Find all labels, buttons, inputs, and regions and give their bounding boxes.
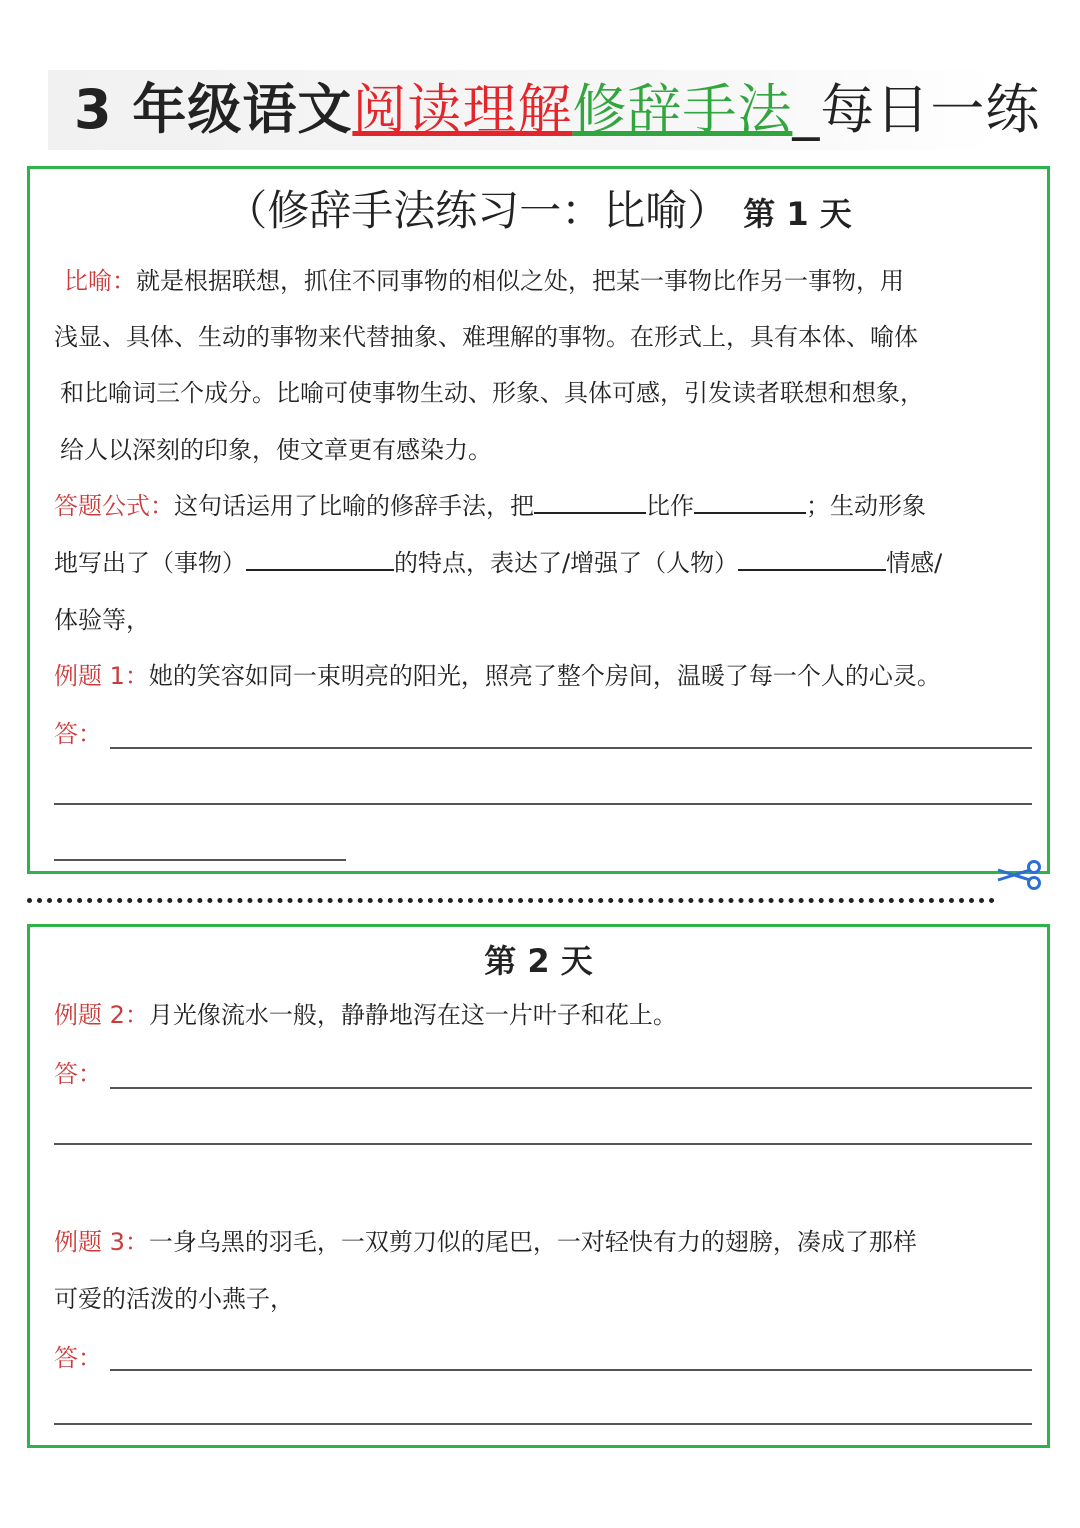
formula-line-1: [54, 478, 1029, 534]
answer-label-3-text: 答：: [54, 1344, 102, 1372]
title-grade: 3 年级语文: [74, 78, 353, 141]
definition-line-4: 给人以深刻的印象，使文章更有感染力。: [60, 436, 492, 464]
answer-line-2b[interactable]: [54, 1143, 1032, 1145]
definition-label: 比喻：: [64, 267, 136, 295]
formula-text-e: 的特点，表达了/增强了（人物）: [394, 549, 739, 577]
formula-blank-2[interactable]: [694, 490, 806, 514]
formula-text-d: 地写出了（事物）: [54, 549, 246, 577]
formula-text-f: 情感/: [886, 549, 943, 577]
page-title: [74, 78, 1040, 142]
day1-title: （修辞手法练习一：比喻）: [225, 186, 730, 235]
answer-line-1a[interactable]: [110, 747, 1032, 749]
formula-line-3: 体验等，: [54, 606, 150, 634]
example3-line-1: [54, 1214, 1029, 1270]
scissors-icon: [996, 858, 1044, 892]
cut-divider: [27, 898, 995, 903]
definition-text-1: 就是根据联想，抓住不同事物的相似之处，把某一事物比作另一事物，用: [136, 267, 904, 295]
answer-line-2a[interactable]: [110, 1087, 1032, 1089]
formula-blank-4[interactable]: [738, 547, 886, 571]
answer-label-1-text: 答：: [54, 720, 102, 748]
definition-line-2: 浅显、具体、生动的事物来代替抽象、难理解的事物。在形式上，具有本体、喻体: [54, 323, 918, 351]
answer-label-2: [54, 1046, 1029, 1102]
day1-card: [27, 166, 1050, 874]
answer-line-1c[interactable]: [54, 859, 346, 861]
formula-blank-3[interactable]: [246, 547, 394, 571]
day1-heading: [30, 183, 1047, 242]
example2: [54, 987, 1029, 1043]
example1: [54, 648, 1029, 704]
formula-label: 答题公式：: [54, 492, 174, 520]
example1-label: 例题 1：: [54, 662, 149, 690]
formula-blank-1[interactable]: [534, 490, 646, 514]
definition-line-3: 和比喻词三个成分。比喻可使事物生动、形象、具体可感，引发读者联想和想象，: [60, 379, 924, 407]
answer-label-3: [54, 1330, 1029, 1386]
title-rhetoric: 修辞手法: [572, 78, 793, 141]
title-daily: _每日一练: [792, 78, 1041, 141]
formula-text-b: 比作: [646, 492, 694, 520]
answer-line-3a[interactable]: [110, 1369, 1032, 1371]
answer-line-1b[interactable]: [54, 803, 1032, 805]
example2-text: 月光像流水一般，静静地泻在这一片叶子和花上。: [148, 1001, 677, 1029]
day2-card: [27, 924, 1050, 1448]
formula-line-2: [54, 535, 1029, 591]
day2-label: 第 2 天: [484, 942, 593, 980]
formula-text-a: 这句话运用了比喻的修辞手法，把: [174, 492, 534, 520]
answer-label-2-text: 答：: [54, 1060, 102, 1088]
example3-line-2: 可爱的活泼的小燕子，: [54, 1285, 294, 1313]
day1-label: 第 1 天: [743, 195, 852, 233]
answer-line-3b[interactable]: [54, 1423, 1032, 1425]
title-reading: 阅读理解: [352, 78, 573, 141]
definition-line-1: [64, 253, 1029, 309]
formula-text-c: ；生动形象: [806, 492, 926, 520]
example3-text-1: 一身乌黑的羽毛，一双剪刀似的尾巴，一对轻快有力的翅膀，凑成了那样: [148, 1228, 917, 1256]
example2-label: 例题 2：: [54, 1001, 149, 1029]
example1-text: 她的笑容如同一束明亮的阳光，照亮了整个房间，温暖了每一个人的心灵。: [148, 662, 941, 690]
example3-label: 例题 3：: [54, 1228, 149, 1256]
answer-label-1: [54, 706, 1029, 762]
